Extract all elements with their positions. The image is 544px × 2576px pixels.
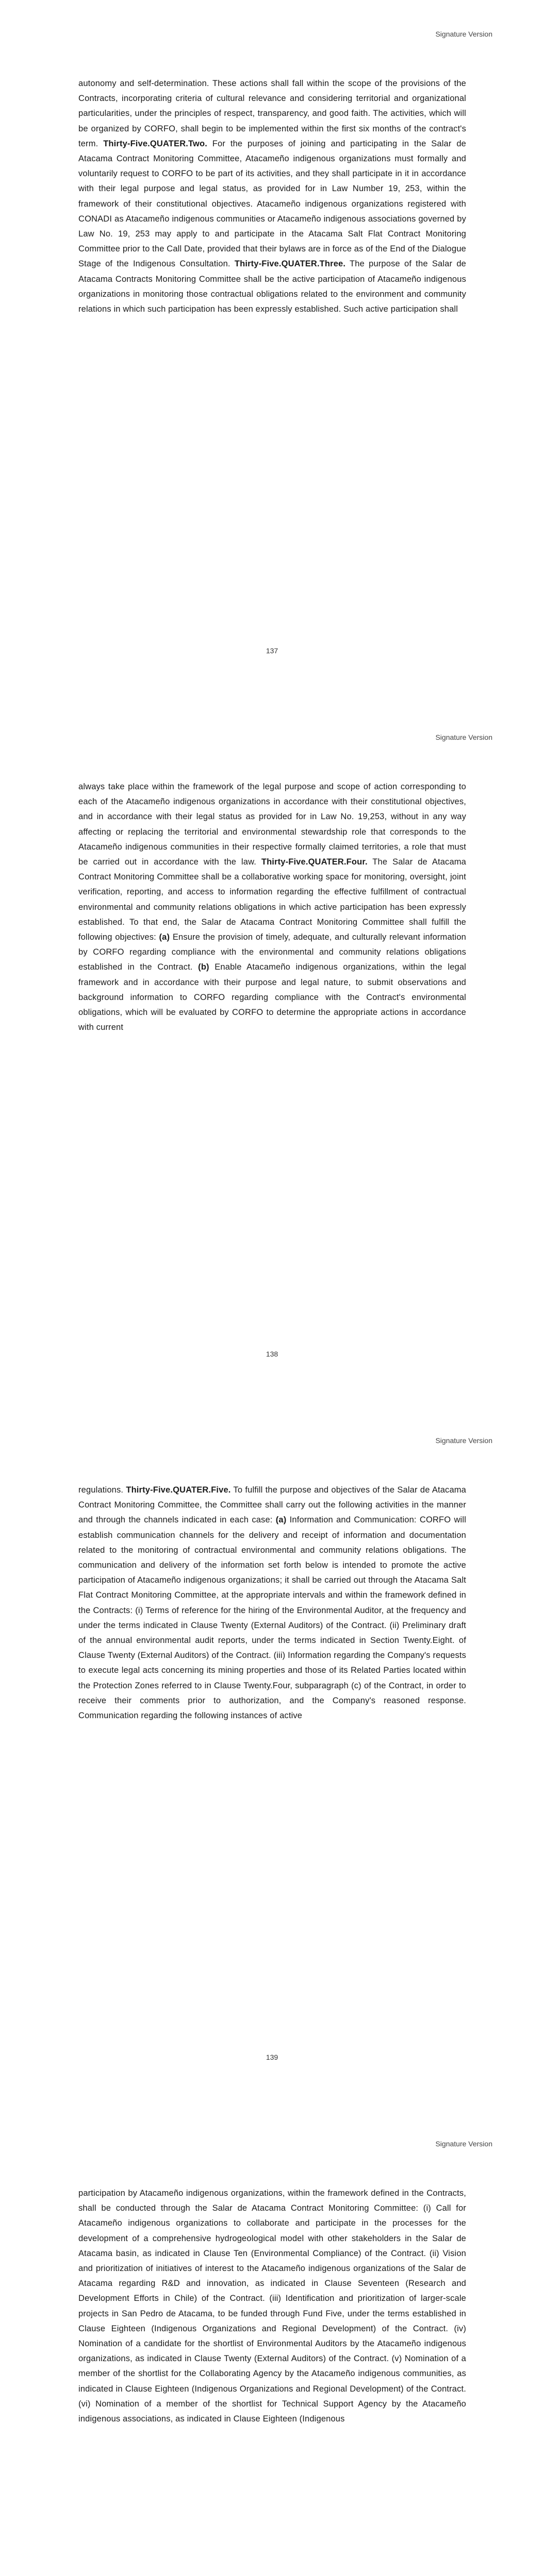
signature-version-header: Signature Version — [435, 2140, 492, 2148]
document-page-139 — [0, 1406, 544, 2110]
page-number: 137 — [266, 647, 278, 655]
signature-version-header: Signature Version — [435, 1436, 492, 1445]
text-segment: Enable Atacameño indigenous organizations, within the legal framework and in accordance with their purpose and legal nature, to submit observations and background information to CORFO regarding compliance with the Contract's environmental obligations, which will be evaluated by CORFO to determine the appropriate actions in accordance with current — [78, 962, 466, 1032]
text-segment: The Salar de Atacama Contract Monitoring Committee shall be a collaborative working space for monitoring, oversight, joint verification, reporting, and access to information regarding the effective fulfillment of contractual environmental and community relations obligations in which active participation has been expressly established. To that end, the Salar de Atacama Contract Monitoring Committee shall fulfill the following objectives: — [78, 857, 466, 942]
clause-heading: Thirty-Five.QUATER.Five. — [126, 1485, 231, 1495]
page-body-text — [78, 779, 466, 1035]
text-segment: To fulfill the purpose and objectives of the Salar de Atacama Contract Monitoring Committee, the Committee shall carry out the following activities in the manner and through the channels indicated in each case: — [78, 1485, 467, 1525]
document-page-140 — [0, 2110, 544, 2576]
text-segment: autonomy and self-determination. These actions shall fall within the scope of the provisions of the Contracts, incorporating criteria of cultural relevance and considering territorial and organizational particularities, under the principles of respect, transparency, and good faith. The activities, which will be organized by CORFO, shall begin to be implemented within the first six months of the contract's term. — [78, 79, 466, 148]
document-page-138 — [0, 703, 544, 1406]
text-segment: regulations. — [78, 1485, 126, 1495]
signature-version-header: Signature Version — [435, 30, 492, 38]
clause-heading: Thirty-Five.QUATER.Two. — [103, 139, 207, 148]
signature-version-header: Signature Version — [435, 733, 492, 741]
page-body-text — [78, 2186, 466, 2427]
page-body-text — [78, 76, 466, 317]
list-marker: (a) — [159, 933, 170, 942]
text-segment: For the purposes of joining and participating in the Salar de Atacama Contract Monitoring Committee, Atacameño indigenous organizations must formally and voluntarily request to CORFO to be part of its activities, and they shall participate in it in accordance with their legal purpose and legal status, as provided for in Law Number 19, 253, within the framework of their constitutional objectives. Atacameño indigenous organizations registered with CONADI as Atacameño indigenous communities or Atacameño indigenous associations governed by Law No. 19, 253 may apply to and participate in the Atacama Salt Flat Contract Monitoring Committee prior to the Call Date, provided that their bylaws are in force as of the End of the Dialogue Stage of the Indigenous Consultation. — [78, 139, 467, 269]
text-segment: participation by Atacameño indigenous organizations, within the framework defined in the Contracts, shall be conducted through the Salar de Atacama Contract Monitoring Committee: (i) Call for Atacameño indigenous organizations to collaborate and participate in the processes for the development of a comprehensive hydrogeological model with other stakeholders in the Salar de Atacama basin, as indicated in Clause Ten (Environmental Compliance) of the Contract. (ii) Vision and prioritization of initiatives of interest to the Atacameño indigenous organizations of the Salar de Atacama regarding R&D and innovation, as indicated in Clause Seventeen (Research and Development Efforts in Chile) of the Contract. (iii) Identification and prioritization of larger-scale projects in San Pedro de Atacama, to be funded through Fund Five, under the terms established in Clause Eighteen (Indigenous Organizations and Regional Development) of the Contract. (iv) Nomination of a candidate for the shortlist of Environmental Auditors by the Atacameño indigenous organizations, as indicated in Clause Twenty (External Auditors) of the Contract. (v) Nomination of a member of the shortlist for the Collaborating Agency by the Atacameño indigenous communities, as indicated in Clause Eighteen (Indigenous Organizations and Regional Development) of the Contract. (vi) Nomination of a member of the shortlist for Technical Support Agency by the Atacameño indigenous associations, as indicated in Clause Eighteen (Indigenous — [78, 2189, 466, 2424]
document-page-137 — [0, 0, 544, 703]
list-marker: (a) — [275, 1515, 287, 1525]
page-number: 138 — [266, 1350, 278, 1358]
text-segment: The purpose of the Salar de Atacama Contracts Monitoring Committee shall be the active participation of Atacameño indigenous organizations in monitoring those contractual obligations related to the environment and community relations in which such participation has been expressly established. Such active participation shall — [78, 259, 467, 314]
list-marker: (b) — [198, 962, 209, 972]
page-body-text — [78, 1483, 466, 1723]
text-segment: always take place within the framework of the legal purpose and scope of action corresponding to each of the Atacameño indigenous organizations in accordance with their constitutional objectives, and in accordance with their legal status as provided for in Law No. 19,253, without in any way affecting or replacing the territorial and environmental stewardship role that corresponds to the Atacameño indigenous communities in their respective formally claimed territories, a role that must be carried out in accordance with the law. — [78, 782, 466, 867]
text-segment: Information and Communication: CORFO will establish communication channels for the delivery and receipt of information and documentation related to the monitoring of contractual environmental and community relations obligations. The communication and delivery of the information set forth below is intended to promote the active participation of Atacameño indigenous organizations; it shall be carried out through the Atacama Salt Flat Contract Monitoring Committee, at the appropriate intervals and within the framework defined in the Contracts: (i) Terms of reference for the hiring of the Environmental Auditor, at the frequency and under the terms indicated in Clause Twenty (External Auditors) of the Contract. (ii) Preliminary draft of the annual environmental audit reports, under the terms indicated in Section Twenty.Eight. of Clause Twenty (External Auditors) of the Contract. (iii) Information regarding the Company's requests to execute legal acts concerning its mining properties and those of its Related Parties located within the Protection Zones referred to in Clause Twenty.Four, subparagraph (c) of the Contract, in order to receive their comments prior to authorization, and the Company's reasoned response. Communication regarding the following instances of active — [78, 1515, 467, 1721]
text-segment: Ensure the provision of timely, adequate, and culturally relevant information by CORFO regarding compliance with the environmental and community relations obligations established in the Contract. — [78, 933, 466, 972]
clause-heading: Thirty-Five.QUATER.Four. — [261, 857, 368, 867]
page-number: 139 — [266, 2053, 278, 2061]
clause-heading: Thirty-Five.QUATER.Three. — [234, 259, 346, 269]
